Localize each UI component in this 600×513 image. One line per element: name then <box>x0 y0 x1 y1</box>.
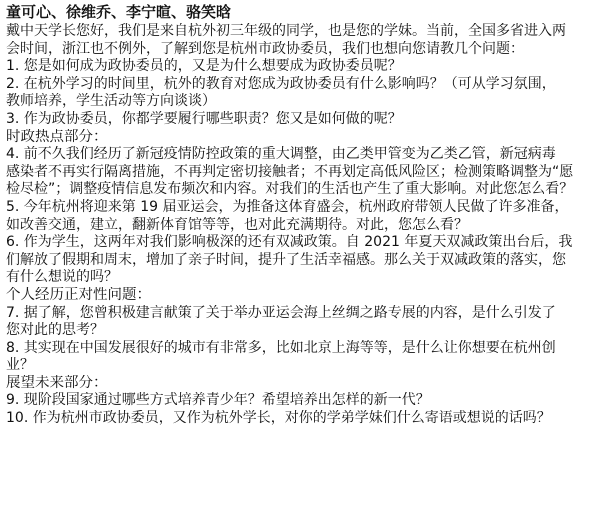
question-1: 1. 您是如何成为政协委员的，又是为什么想要成为政协委员呢？ <box>6 58 402 75</box>
question-10: 10. 作为杭州市政协委员，又作为杭外学长，对你的学弟学妹们什么寄语或想说的话吗？ <box>6 410 551 427</box>
question-5-line-1: 5. 今年杭州将迎来第 19 届亚运会，为推备这体育盛会，杭州政府带领人民做了许多准备， <box>6 198 569 215</box>
question-4-line-1: 4. 前不久我们经历了新冠疫情防控政策的重大调整，由乙类甲管变为乙类乙管，新冠病毒 <box>6 146 556 163</box>
question-6-line-1: 6. 作为学生，这两年对我们影响极深的还有双减政策。自 2021 年夏天双减政策出台后，我 <box>6 234 573 251</box>
section-heading-future: 展望未来部分： <box>6 374 108 391</box>
question-5-line-2: 如改善交通，建立，翻新体育馆等等，也对此充满期待。对此，您怎么看？ <box>6 216 468 233</box>
question-4-line-3: 检尽检”；调整疫情信息发布频次和内容。对我们的生活也产生了重大影响。对此您怎么看？ <box>6 181 574 198</box>
question-8-line-2: 业？ <box>6 357 34 374</box>
question-2-line-2: 教师培养，学生活动等方向谈谈） <box>6 93 216 110</box>
question-7-line-2: 您对此的思考？ <box>6 322 104 339</box>
question-9: 9. 现阶段国家通过哪些方式培养青少年？希望培养出怎样的新一代？ <box>6 392 430 409</box>
question-6-line-3: 有什么想说的吗？ <box>6 269 118 286</box>
section-heading-personal: 个人经历正对性问题： <box>6 286 151 303</box>
question-6-line-2: 们解放了假期和周末，增加了亲子时间，提升了生活幸福感。那么关于双减政策的落实，您 <box>6 251 566 268</box>
intro-line-2: 会时间，浙江也不例外，了解到您是杭州市政协委员，我们也想向您请教几个问题： <box>6 40 524 57</box>
intro-line-1: 戴中天学长您好，我们是来自杭外初三年级的同学，也是您的学妹。当前，全国多省进入两 <box>6 23 566 39</box>
question-4-line-2: 感染者不再实行隔离措施，不再判定密切接触者；不再划定高低风险区；检测策略调整为“愿 <box>6 163 574 180</box>
question-8-line-1: 8. 其实现在中国发展很好的城市有非常多，比如北京上海等等，是什么让你想要在杭州创 <box>6 339 556 356</box>
question-2-line-1: 2. 在杭外学习的时间里，杭外的教育对您成为政协委员有什么影响吗？（可从学习氛围， <box>6 75 556 92</box>
section-heading-current-affairs: 时政热点部分： <box>6 128 108 145</box>
question-3: 3. 作为政协委员，你都学要履行哪些职责？您又是如何做的呢？ <box>6 110 402 127</box>
authors-line: 童可心、徐维乔、李宁暄、骆笑晗 <box>6 3 232 21</box>
question-7-line-1: 7. 据了解，您曾积极建言献策了关于举办亚运会海上丝绸之路专展的内容，是什么引发了 <box>6 304 556 321</box>
